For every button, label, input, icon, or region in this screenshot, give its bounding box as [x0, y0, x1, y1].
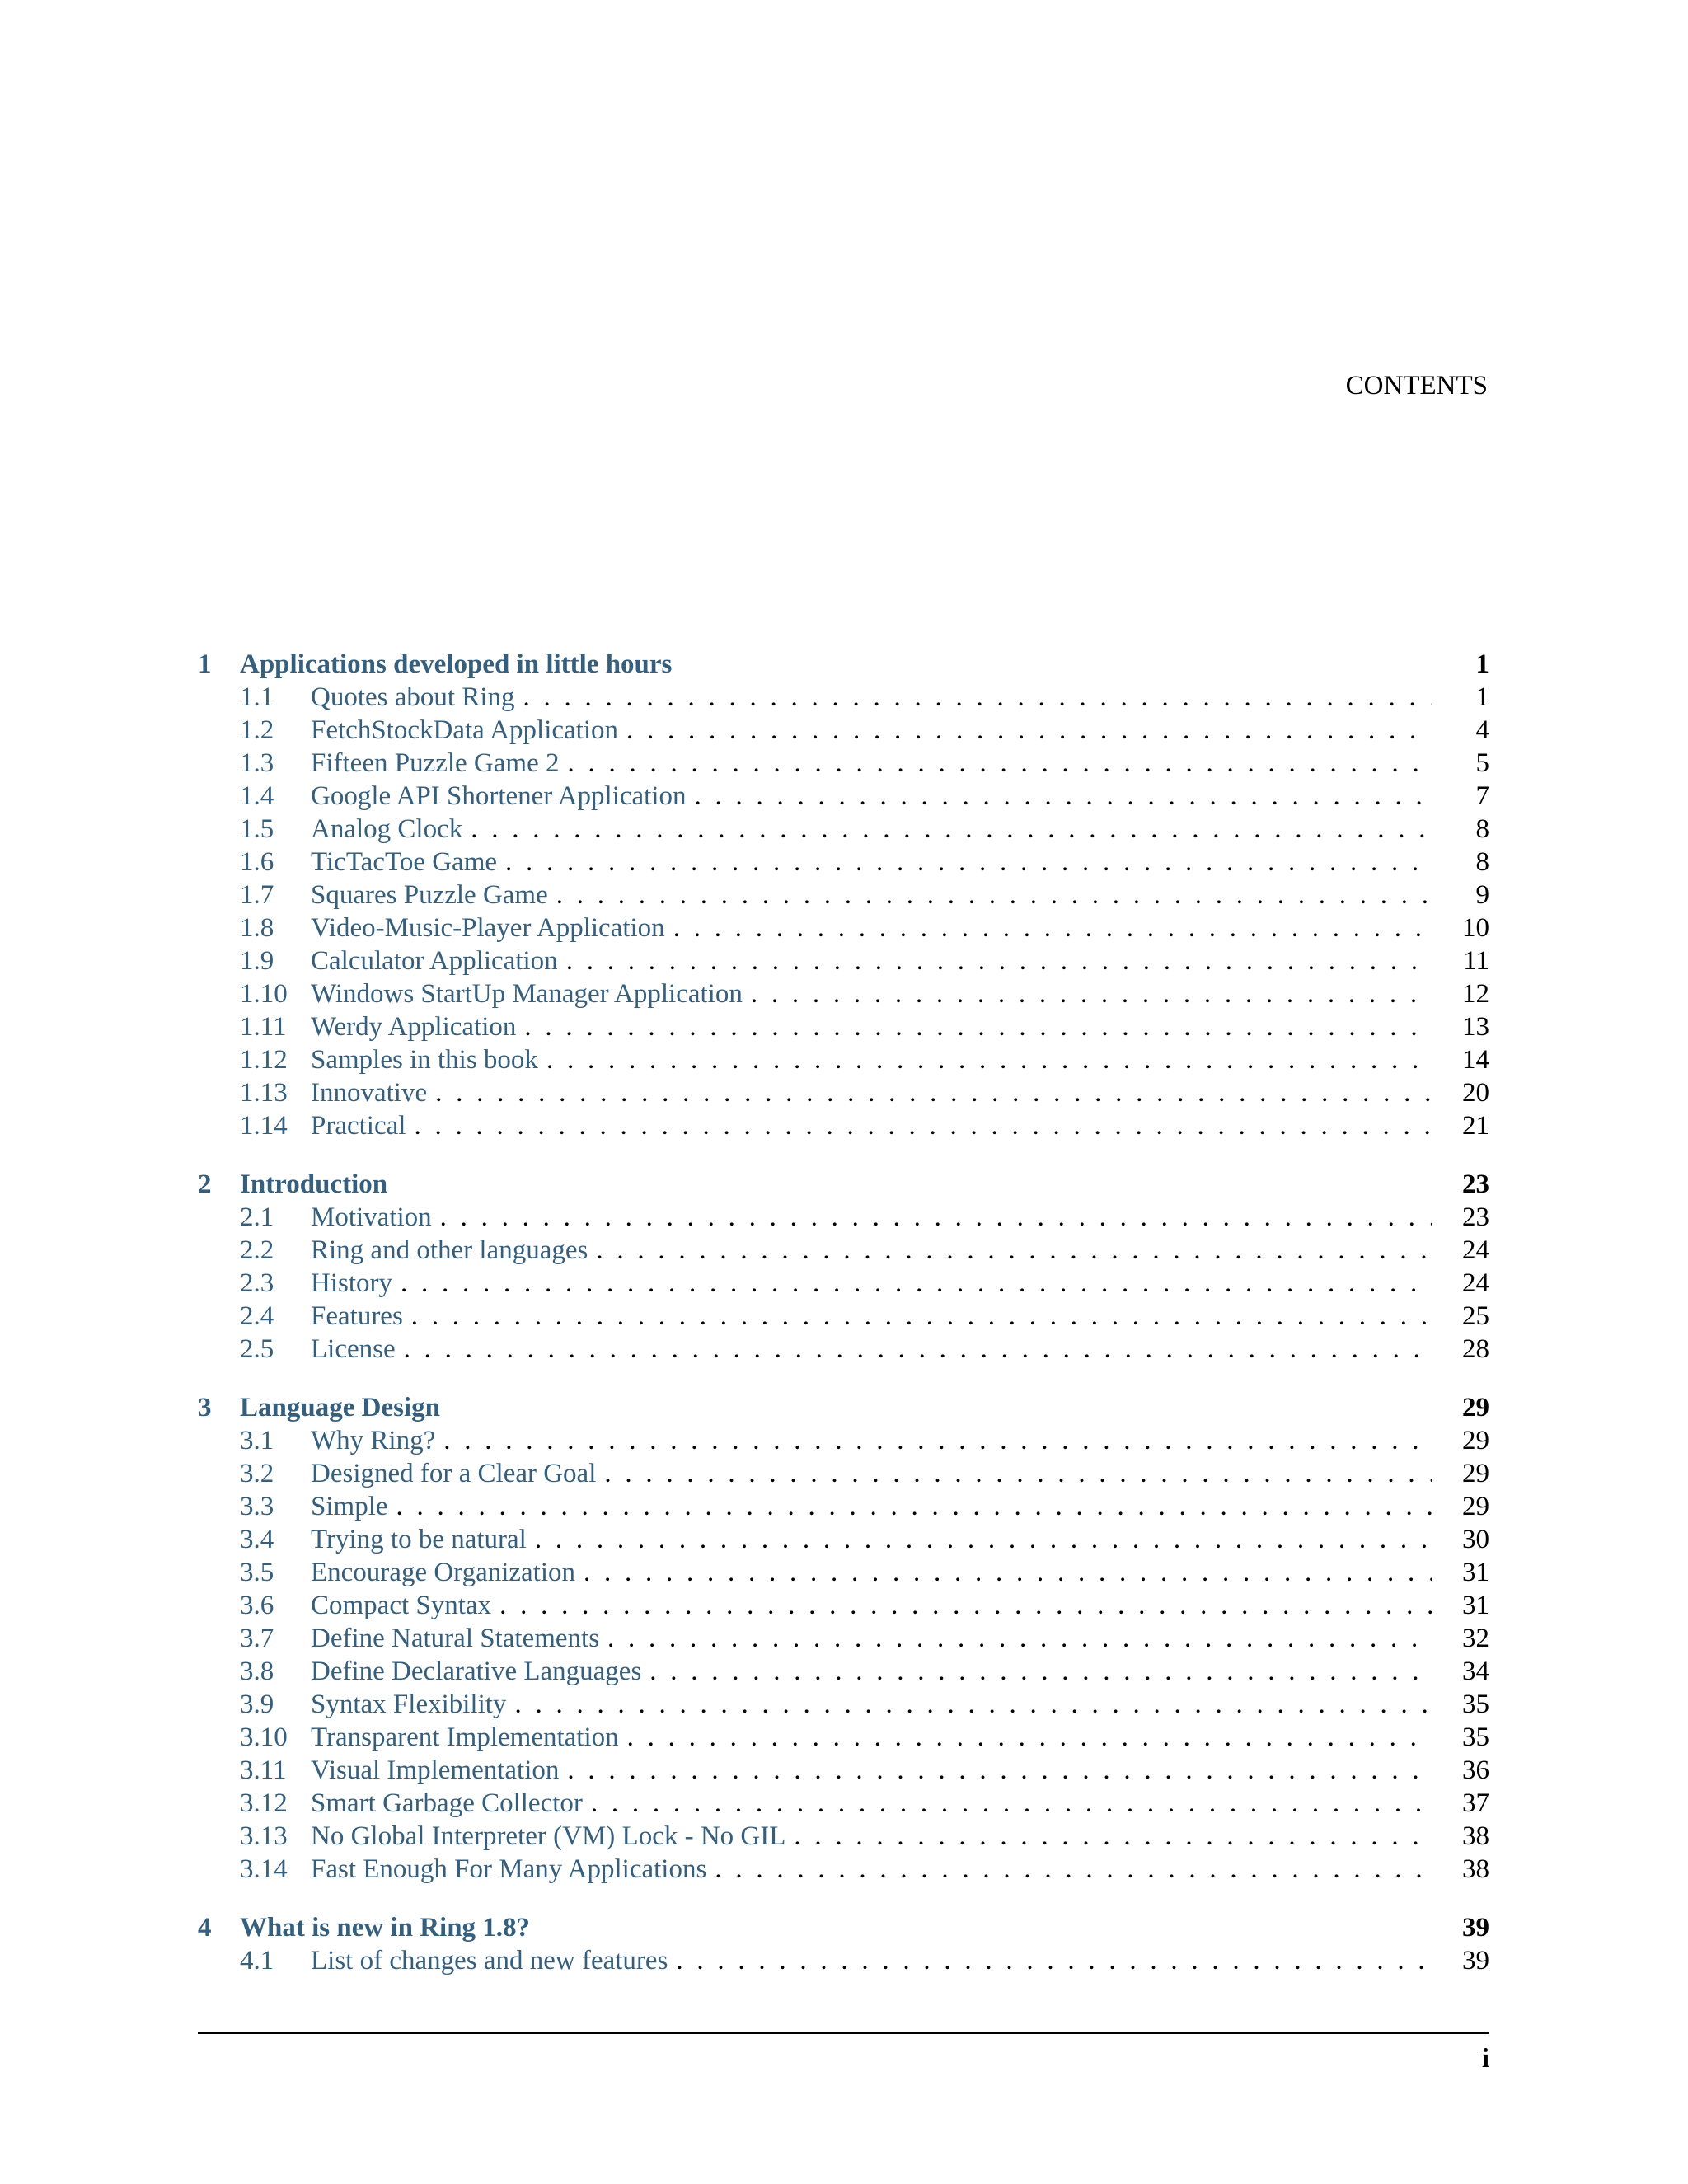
- section-title-link[interactable]: Samples in this book: [311, 1045, 538, 1075]
- toc-chapter-entry[interactable]: [198, 648, 1489, 681]
- section-title-link[interactable]: Features: [311, 1301, 403, 1331]
- section-page-number: 35: [1462, 1690, 1489, 1719]
- dot-leader: [440, 1201, 1432, 1234]
- chapter-page-number: 29: [1462, 1393, 1489, 1422]
- section-page-number: 29: [1462, 1459, 1489, 1488]
- section-page-number: 28: [1462, 1334, 1489, 1364]
- toc-section-entry[interactable]: [198, 846, 1489, 879]
- section-number: 1.4: [240, 781, 274, 811]
- section-page-number: 4: [1475, 715, 1489, 745]
- section-number: 3.7: [240, 1624, 274, 1653]
- section-title-link[interactable]: Motivation: [311, 1202, 432, 1232]
- toc-chapter: [198, 1391, 1489, 1886]
- section-page-number: 24: [1462, 1235, 1489, 1265]
- dot-leader: [535, 1523, 1432, 1556]
- section-number: 3.11: [240, 1755, 287, 1785]
- section-page-number: 5: [1475, 748, 1489, 778]
- dot-leader: [471, 813, 1432, 846]
- section-title-link[interactable]: Define Declarative Languages: [311, 1657, 642, 1686]
- toc-section-entry[interactable]: [198, 714, 1489, 747]
- chapter-title-link[interactable]: Introduction: [240, 1169, 388, 1199]
- toc-section-entry[interactable]: [198, 1300, 1489, 1333]
- section-page-number: 12: [1462, 979, 1489, 1009]
- section-page-number: 1: [1475, 682, 1489, 712]
- section-number: 1.13: [240, 1078, 288, 1108]
- toc-chapter-entry[interactable]: [198, 1168, 1489, 1201]
- dot-leader: [411, 1300, 1432, 1333]
- dot-leader: [523, 681, 1432, 714]
- toc-section-entry[interactable]: [198, 1556, 1489, 1589]
- dot-leader: [627, 1721, 1432, 1754]
- dot-leader: [584, 1556, 1432, 1589]
- section-page-number: 21: [1462, 1111, 1489, 1141]
- section-number: 2.3: [240, 1268, 274, 1298]
- dot-leader: [673, 912, 1432, 944]
- toc-section-entry[interactable]: [198, 747, 1489, 780]
- toc-section-entry[interactable]: [198, 1457, 1489, 1490]
- section-page-number: 8: [1475, 814, 1489, 844]
- toc-section-entry[interactable]: [198, 977, 1489, 1010]
- section-title-link[interactable]: Squares Puzzle Game: [311, 880, 548, 910]
- toc-section-entry[interactable]: [198, 1589, 1489, 1622]
- dot-leader: [505, 846, 1432, 879]
- section-number: 2.2: [240, 1235, 274, 1265]
- toc-chapter: [198, 1168, 1489, 1366]
- dot-leader: [567, 747, 1432, 780]
- toc-section-entry[interactable]: [198, 1010, 1489, 1043]
- section-number: 1.3: [240, 748, 274, 778]
- table-of-contents: [198, 648, 1489, 2003]
- dot-leader: [514, 1688, 1432, 1721]
- section-page-number: 7: [1475, 781, 1489, 811]
- toc-section-entry[interactable]: [198, 1424, 1489, 1457]
- section-page-number: 31: [1462, 1591, 1489, 1620]
- chapter-page-number: 23: [1462, 1169, 1489, 1199]
- section-number: 1.11: [240, 1012, 287, 1042]
- section-page-number: 39: [1462, 1946, 1489, 1975]
- section-page-number: 10: [1462, 913, 1489, 943]
- chapter-title-link[interactable]: Language Design: [240, 1393, 440, 1422]
- chapter-number: 3: [198, 1393, 212, 1422]
- dot-leader: [596, 1234, 1432, 1267]
- toc-section-entry[interactable]: [198, 813, 1489, 846]
- section-title-link[interactable]: Innovative: [311, 1078, 428, 1108]
- section-title-link[interactable]: Fifteen Puzzle Game 2: [311, 748, 560, 778]
- section-page-number: 14: [1462, 1045, 1489, 1075]
- dot-leader: [715, 1853, 1432, 1886]
- section-number: 1.10: [240, 979, 288, 1009]
- section-number: 1.5: [240, 814, 274, 844]
- section-page-number: 35: [1462, 1722, 1489, 1752]
- section-number: 1.12: [240, 1045, 288, 1075]
- section-number: 3.10: [240, 1722, 288, 1752]
- section-number: 1.1: [240, 682, 274, 712]
- section-title-link[interactable]: List of changes and new features: [311, 1946, 668, 1975]
- section-number: 1.9: [240, 946, 274, 976]
- section-number: 3.3: [240, 1492, 274, 1521]
- section-number: 3.8: [240, 1657, 274, 1686]
- toc-section-entry[interactable]: [198, 1820, 1489, 1853]
- section-title-link[interactable]: Video-Music-Player Application: [311, 913, 665, 943]
- toc-section-entry[interactable]: [198, 1721, 1489, 1754]
- section-title-link[interactable]: Quotes about Ring: [311, 682, 515, 712]
- toc-section-entry[interactable]: [198, 780, 1489, 813]
- section-page-number: 38: [1462, 1854, 1489, 1884]
- section-title-link[interactable]: Analog Clock: [311, 814, 463, 844]
- running-header: CONTENTS: [1345, 371, 1488, 401]
- section-number: 3.14: [240, 1854, 288, 1884]
- toc-section-entry[interactable]: [198, 681, 1489, 714]
- section-title-link[interactable]: Syntax Flexibility: [311, 1690, 507, 1719]
- section-title-link[interactable]: Practical: [311, 1111, 406, 1141]
- toc-section-entry[interactable]: [198, 1333, 1489, 1366]
- section-page-number: 32: [1462, 1624, 1489, 1653]
- section-number: 1.8: [240, 913, 274, 943]
- toc-chapter-entry[interactable]: [198, 1391, 1489, 1424]
- dot-leader: [567, 1754, 1432, 1787]
- toc-section-entry[interactable]: [198, 1043, 1489, 1076]
- section-number: 3.6: [240, 1591, 274, 1620]
- section-page-number: 38: [1462, 1821, 1489, 1851]
- section-title-link[interactable]: Why Ring?: [311, 1426, 436, 1455]
- footer-divider: [198, 2032, 1489, 2034]
- section-page-number: 30: [1462, 1525, 1489, 1554]
- section-page-number: 25: [1462, 1301, 1489, 1331]
- section-title-link[interactable]: Designed for a Clear Goal: [311, 1459, 597, 1488]
- toc-section-entry[interactable]: [198, 1076, 1489, 1109]
- section-title-link[interactable]: Compact Syntax: [311, 1591, 492, 1620]
- dot-leader: [396, 1490, 1432, 1523]
- section-title-link[interactable]: Werdy Application: [311, 1012, 517, 1042]
- toc-chapter-entry[interactable]: [198, 1911, 1489, 1944]
- section-title-link[interactable]: Encourage Organization: [311, 1558, 576, 1587]
- section-title-link[interactable]: Fast Enough For Many Applications: [311, 1854, 707, 1884]
- section-page-number: 20: [1462, 1078, 1489, 1108]
- dot-leader: [546, 1043, 1432, 1076]
- dot-leader: [566, 944, 1432, 977]
- section-number: 2.5: [240, 1334, 274, 1364]
- chapter-number: 4: [198, 1913, 212, 1943]
- section-title-link[interactable]: Smart Garbage Collector: [311, 1788, 583, 1818]
- section-title-link[interactable]: License: [311, 1334, 396, 1364]
- dot-leader: [751, 977, 1432, 1010]
- section-page-number: 13: [1462, 1012, 1489, 1042]
- section-title-link[interactable]: TicTacToe Game: [311, 847, 498, 877]
- toc-chapter: [198, 648, 1489, 1142]
- section-number: 1.7: [240, 880, 274, 910]
- toc-section-entry[interactable]: [198, 879, 1489, 912]
- section-page-number: 11: [1463, 946, 1489, 976]
- toc-section-entry[interactable]: [198, 1688, 1489, 1721]
- section-page-number: 9: [1475, 880, 1489, 910]
- section-page-number: 24: [1462, 1268, 1489, 1298]
- section-page-number: 37: [1462, 1788, 1489, 1818]
- dot-leader: [607, 1622, 1432, 1655]
- section-title-link[interactable]: Calculator Application: [311, 946, 558, 976]
- chapter-title-link[interactable]: What is new in Ring 1.8?: [240, 1913, 531, 1943]
- section-title-link[interactable]: Google API Shortener Application: [311, 781, 687, 811]
- section-number: 3.13: [240, 1821, 288, 1851]
- toc-section-entry[interactable]: [198, 1622, 1489, 1655]
- section-page-number: 31: [1462, 1558, 1489, 1587]
- section-number: 3.1: [240, 1426, 274, 1455]
- dot-leader: [404, 1333, 1432, 1366]
- dot-leader: [695, 780, 1432, 813]
- section-page-number: 36: [1462, 1755, 1489, 1785]
- section-number: 4.1: [240, 1946, 274, 1975]
- chapter-number: 2: [198, 1169, 212, 1199]
- section-page-number: 29: [1462, 1492, 1489, 1521]
- section-number: 3.9: [240, 1690, 274, 1719]
- toc-section-entry[interactable]: [198, 1787, 1489, 1820]
- section-number: 1.6: [240, 847, 274, 877]
- chapter-number: 1: [198, 649, 212, 679]
- toc-section-entry[interactable]: [198, 1655, 1489, 1688]
- toc-section-entry[interactable]: [198, 1490, 1489, 1523]
- dot-leader: [649, 1655, 1432, 1688]
- toc-section-entry[interactable]: [198, 1754, 1489, 1787]
- section-number: 3.12: [240, 1788, 288, 1818]
- dot-leader: [676, 1944, 1432, 1977]
- dot-leader: [604, 1457, 1432, 1490]
- toc-section-entry[interactable]: [198, 1853, 1489, 1886]
- toc-section-entry[interactable]: [198, 1944, 1489, 1977]
- section-page-number: 23: [1462, 1202, 1489, 1232]
- section-number: 3.5: [240, 1558, 274, 1587]
- toc-section-entry[interactable]: [198, 1267, 1489, 1300]
- section-page-number: 29: [1462, 1426, 1489, 1455]
- section-number: 2.4: [240, 1301, 274, 1331]
- section-title-link[interactable]: Windows StartUp Manager Application: [311, 979, 743, 1009]
- section-number: 1.2: [240, 715, 274, 745]
- dot-leader: [401, 1267, 1432, 1300]
- section-number: 3.4: [240, 1525, 274, 1554]
- dot-leader: [435, 1076, 1432, 1109]
- section-number: 3.2: [240, 1459, 274, 1488]
- section-title-link[interactable]: Ring and other languages: [311, 1235, 588, 1265]
- toc-section-entry[interactable]: [198, 912, 1489, 944]
- section-page-number: 8: [1475, 847, 1489, 877]
- dot-leader: [414, 1109, 1432, 1142]
- section-title-link[interactable]: Transparent Implementation: [311, 1722, 619, 1752]
- chapter-page-number: 1: [1475, 649, 1489, 679]
- dot-leader: [556, 879, 1432, 912]
- section-title-link[interactable]: Visual Implementation: [311, 1755, 560, 1785]
- toc-section-entry[interactable]: [198, 1234, 1489, 1267]
- footer-page-number: i: [1481, 2044, 1489, 2074]
- dot-leader: [794, 1820, 1432, 1853]
- toc-section-entry[interactable]: [198, 1201, 1489, 1234]
- chapter-page-number: 39: [1462, 1913, 1489, 1943]
- section-title-link[interactable]: Trying to be natural: [311, 1525, 527, 1554]
- dot-leader: [499, 1589, 1432, 1622]
- dot-leader: [443, 1424, 1432, 1457]
- dot-leader: [524, 1010, 1432, 1043]
- chapter-title-link[interactable]: Applications developed in little hours: [240, 649, 673, 679]
- section-title-link[interactable]: No Global Interpreter (VM) Lock - No GIL: [311, 1821, 786, 1851]
- toc-section-entry[interactable]: [198, 944, 1489, 977]
- toc-chapter: [198, 1911, 1489, 1977]
- section-number: 2.1: [240, 1202, 274, 1232]
- section-number: 1.14: [240, 1111, 288, 1141]
- dot-leader: [626, 714, 1432, 747]
- section-page-number: 34: [1462, 1657, 1489, 1686]
- toc-section-entry[interactable]: [198, 1109, 1489, 1142]
- section-title-link[interactable]: History: [311, 1268, 392, 1298]
- section-title-link[interactable]: Simple: [311, 1492, 388, 1521]
- section-title-link[interactable]: FetchStockData Application: [311, 715, 619, 745]
- section-title-link[interactable]: Define Natural Statements: [311, 1624, 600, 1653]
- dot-leader: [591, 1787, 1432, 1820]
- toc-section-entry[interactable]: [198, 1523, 1489, 1556]
